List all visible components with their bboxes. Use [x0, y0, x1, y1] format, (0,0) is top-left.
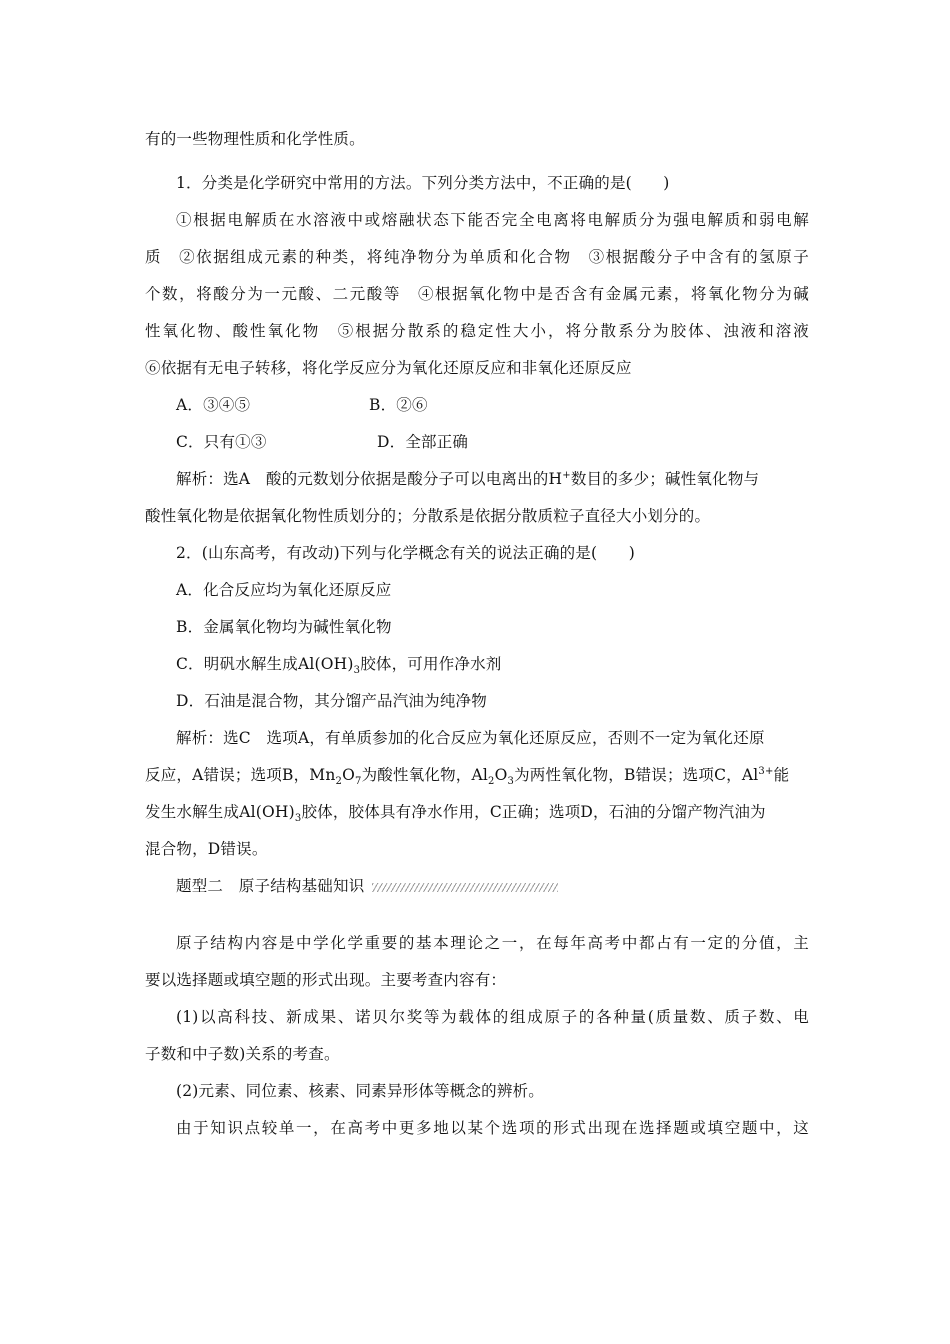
- question-1-line-5: ⑥依据有无电子转移，将化学反应分为氧化还原反应和非氧化还原反应: [145, 359, 632, 377]
- question-2-option-a: A．化合反应均为氧化还原反应: [176, 581, 392, 599]
- analysis-text: 解析：选A 酸的元数划分依据是酸分子可以电离出的H: [176, 470, 563, 488]
- intro-tail: 有的一些物理性质和化学性质。: [145, 130, 365, 148]
- question-1-analysis-line-1: [176, 468, 809, 490]
- question-1-line-1: ①根据电解质在水溶液中或熔融状态下能否完全电离将电解质分为强电解质和弱电解: [176, 211, 809, 229]
- analysis-text: O: [494, 766, 508, 784]
- question-2-stem: 2．(山东高考，有改动)下列与化学概念有关的说法正确的是( ): [176, 544, 635, 562]
- subscript: 3: [294, 813, 302, 825]
- question-2-analysis-line-3: [145, 801, 809, 823]
- subscript: 2: [335, 776, 343, 788]
- analysis-text: 发生水解生成Al(OH): [145, 803, 295, 821]
- paragraph-4-line-1: 由于知识点较单一，在高考中更多地以某个选项的形式出现在选择题或填空题中，这: [176, 1119, 809, 1137]
- question-2-option-b: B．金属氧化物均为碱性氧化物: [176, 618, 392, 636]
- analysis-text: 能: [773, 766, 790, 784]
- paragraph-3: (2)元素、同位素、核素、同素异形体等概念的辨析。: [176, 1082, 544, 1100]
- question-2-analysis-line-1: 解析：选C 选项A，有单质参加的化合反应为氧化还原反应，否则不一定为氧化还原: [176, 729, 765, 747]
- question-2-option-d: D．石油是混合物，其分馏产品汽油为纯净物: [176, 692, 487, 710]
- paragraph-2-line-2: 子数和中子数)关系的考查。: [145, 1045, 340, 1063]
- question-1-line-2: 质 ②依据组成元素的种类，将纯净物分为单质和化合物 ③根据酸分子中含有的氢原子: [145, 248, 809, 266]
- question-1-line-4: 性氧化物、酸性氧化物 ⑤根据分散系的稳定性大小，将分散系分为胶体、浊液和溶液: [145, 322, 809, 340]
- analysis-text: 胶体，胶体具有净水作用，C正确；选项D，石油的分馏产物汽油为: [301, 803, 766, 821]
- question-1-option-d: D．全部正确: [377, 433, 469, 451]
- question-1-options-row-1: [176, 394, 809, 416]
- question-2-analysis-line-4: 混合物，D错误。: [145, 840, 268, 858]
- decorative-hatch-line: [372, 883, 558, 892]
- paragraph-1-line-1: 原子结构内容是中学化学重要的基本理论之一，在每年高考中都占有一定的分值，主: [176, 934, 809, 952]
- analysis-text: O: [342, 766, 356, 784]
- question-1-stem: 1．分类是化学研究中常用的方法。下列分类方法中，不正确的是( ): [176, 174, 670, 192]
- paragraph-1-line-2: 要以选择题或填空题的形式出现。主要考查内容有：: [145, 971, 507, 989]
- question-1-options-row-2: [176, 431, 809, 453]
- paragraph-2-line-1: (1)以高科技、新成果、诺贝尔奖等为载体的组成原子的各种量(质量数、质子数、电: [176, 1008, 809, 1026]
- analysis-text: 为两性氧化物，B错误；选项C，Al: [514, 766, 759, 784]
- superscript: +: [562, 469, 571, 481]
- analysis-text: 为酸性氧化物，Al: [361, 766, 489, 784]
- analysis-text: 反应，A错误；选项B，Mn: [145, 766, 336, 784]
- analysis-text: 数目的多少；碱性氧化物与: [570, 470, 760, 488]
- subscript: 2: [488, 776, 495, 788]
- question-2-option-c: [176, 653, 809, 675]
- question-1-option-b: B．②⑥: [369, 396, 428, 414]
- question-1-analysis-line-2: 酸性氧化物是依据氧化物性质划分的；分散系是依据分散质粒子直径大小划分的。: [145, 507, 711, 525]
- option-text: C．明矾水解生成Al(OH): [176, 655, 354, 673]
- question-1-line-3: 个数，将酸分为一元酸、二元酸等 ④根据氧化物中是否含有金属元素，将氧化物分为碱: [145, 285, 809, 303]
- question-2-analysis-line-2: [145, 764, 809, 786]
- section-title: 题型二 原子结构基础知识: [176, 877, 365, 895]
- option-text: 胶体，可用作净水剂: [360, 655, 502, 673]
- section-heading: [176, 875, 809, 897]
- question-1-option-c: C．只有①③: [176, 433, 267, 451]
- subscript: 3: [507, 776, 515, 788]
- subscript: 7: [355, 776, 362, 788]
- superscript: 3+: [758, 765, 774, 777]
- subscript: 3: [353, 665, 361, 677]
- question-1-option-a: A．③④⑤: [176, 396, 251, 414]
